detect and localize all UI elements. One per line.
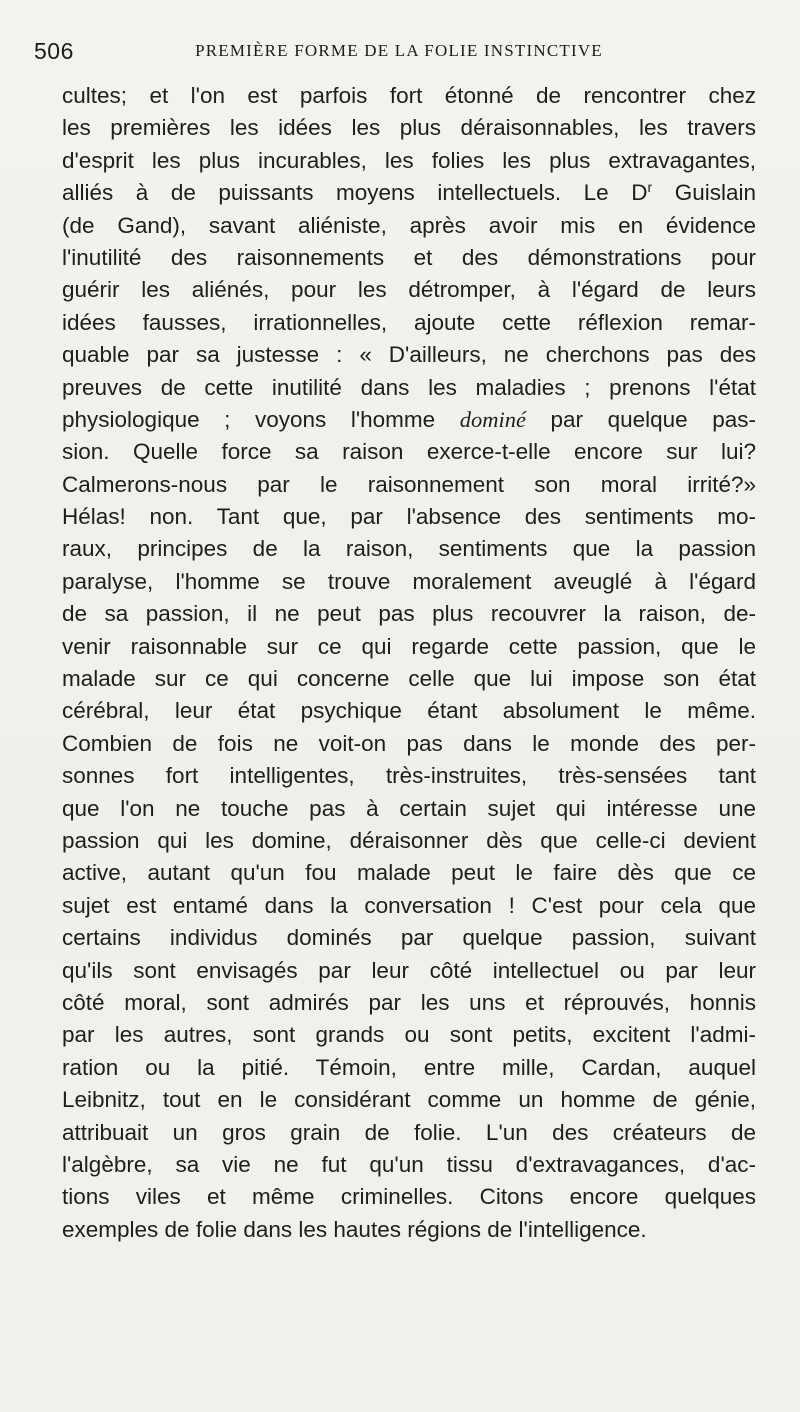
text-line: par les autres, sont grands ou sont petits, excitent l'admi- [62, 1022, 756, 1048]
text-line: raux, principes de la raison, sentiments que la passion [62, 536, 756, 562]
text-line: l'inutilité des raisonnements et des démonstrations pour [62, 244, 756, 270]
text-line: sonnes fort intelligentes, très-instruites, très-sensées tant [62, 763, 756, 789]
text-line: guérir les aliénés, pour les détromper, à l'égard de leurs [62, 277, 756, 303]
text-line: de sa passion, il ne peut pas plus recouvrer la raison, de- [62, 601, 756, 627]
running-head [34, 38, 754, 68]
text-line: les premières les idées les plus déraisonnables, les travers [62, 115, 756, 141]
text-line: que l'on ne touche pas à certain sujet qui intéresse une [62, 795, 756, 821]
text-line: l'algèbre, sa vie ne fut qu'un tissu d'extravagances, d'ac- [62, 1151, 756, 1177]
page-number: 506 [34, 38, 74, 64]
text-line: cultes; et l'on est parfois fort étonné de rencontrer chez [62, 83, 756, 108]
text-segment: alliés à de puissants moyens intellectuels. Le D [62, 180, 648, 206]
text-segment: par quelque pas- [525, 406, 756, 432]
text-line: cérébral, leur état psychique étant absolument le même. [62, 698, 756, 724]
text-line: ration ou la pitié. Témoin, entre mille, Cardan, auquel [62, 1054, 756, 1080]
text-line: sujet est entamé dans la conversation ! C'est pour cela que [62, 892, 756, 918]
text-line: Hélas! non. Tant que, par l'absence des sentiments mo- [62, 504, 756, 530]
text-line: sion. Quelle force sa raison exerce-t-elle encore sur lui? [62, 439, 756, 465]
text-line: tions viles et même criminelles. Citons encore quelques [62, 1184, 756, 1210]
text-line: qu'ils sont envisagés par leur côté intellectuel ou par leur [62, 957, 756, 983]
superscript-abbreviation: r [647, 179, 653, 196]
text-line-last: exemples de folie dans les hautes régions de l'intelligence. [62, 1216, 647, 1242]
text-line: Calmerons-nous par le raisonnement son moral irrité?» [62, 471, 756, 497]
text-line [62, 404, 756, 436]
text-line: quable par sa justesse : « D'ailleurs, ne cherchons pas des [62, 342, 756, 368]
italic-word: dominé [459, 406, 526, 432]
text-line: paralyse, l'homme se trouve moralement aveuglé à l'égard [62, 568, 756, 594]
text-line: Combien de fois ne voit-on pas dans le monde des per- [62, 730, 756, 756]
text-line: Leibnitz, tout en le considérant comme un homme de génie, [62, 1087, 756, 1113]
text-line: idées fausses, irrationnelles, ajoute cette réflexion remar- [62, 309, 756, 335]
body-text [62, 80, 756, 1246]
running-title: PREMIÈRE FORME DE LA FOLIE INSTINCTIVE [195, 41, 603, 60]
text-line: d'esprit les plus incurables, les folies les plus extravagantes, [62, 147, 756, 173]
text-line: venir raisonnable sur ce qui regarde cette passion, que le [62, 633, 756, 659]
text-segment: physiologique ; voyons l'homme [62, 406, 460, 432]
text-line [62, 177, 756, 209]
text-line: malade sur ce qui concerne celle que lui impose son état [62, 666, 756, 692]
text-line: passion qui les domine, déraisonner dès que celle-ci devient [62, 827, 756, 853]
text-line: côté moral, sont admirés par les uns et réprouvés, honnis [62, 989, 756, 1015]
text-line: (de Gand), savant aliéniste, après avoir mis en évidence [62, 212, 756, 238]
text-line: certains individus dominés par quelque passion, suivant [62, 925, 756, 951]
text-segment: Guislain [652, 180, 756, 206]
text-line: attribuait un gros grain de folie. L'un des créateurs de [62, 1119, 756, 1145]
text-line: preuves de cette inutilité dans les maladies ; prenons l'état [62, 374, 756, 400]
text-line: active, autant qu'un fou malade peut le faire dès que ce [62, 860, 756, 886]
